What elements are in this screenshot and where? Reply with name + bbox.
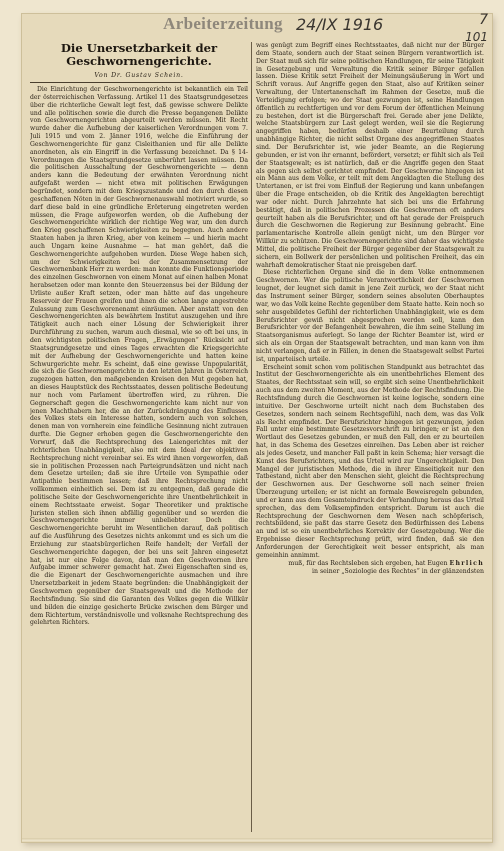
- right-paragraph-3: Erscheint somit schon vom politischen Standpunkt aus betrachtet das Institut der Geschwornengerichte als ein unentbehrliches Element des Staates, der Rechtsstaat sein will, so ergibt sich seine Unentbehrlichkeit auch aus dem zweiten Moment, aus der Methode der Rechtsfindung. Die Rechtsfindung durch die Geschwornen ist keine logische, sondern eine intuitive. Der Geschworne urteilt nicht nach dem Buchstaben des Gesetzes, sondern nach seinem Rechtsgefühl, nach dem, was das Volk als Recht empfindet. Der Berufsrichter hingegen ist gezwungen, jeden Fall unter eine bestimmte Gesetzesvorschrift zu bringen; er ist an den Wortlaut des Gesetzes gebunden, er muß den Fall, den er zu beurteilen hat, in das Schema des Gesetzes einreihen. Das Leben aber ist reicher als jedes Gesetz, und mancher Fall paßt in kein Schema; hier versagt die Kunst des Berufsrichters, und das Urteil wird zur Ungerechtigkeit. Den Mangel der juristischen Methode, die in ihrer Einseitigkeit nur den Tatbestand, nicht aber den Menschen sieht, gleicht die Rechtsprechung der Geschwornen aus. Der Geschworne soll nach seiner freien Überzeugung urteilen; er ist nicht an formale Beweisregeln gebunden, und er kann aus dem Gesamteindruck der Verhandlung heraus das Urteil sprechen, das dem Volksempfinden entspricht. Darum ist auch die Rechtsprechung der Geschwornen dem Wesen nach schöpferisch, rechtsbildend, sie paßt das starre Gesetz den Bedürfnissen des Lebens an und ist so ein unentbehrliches Korrektiv der Gesetzgebung. Wer die Ergebnisse dieser Rechtsprechung prüft, wird finden, daß sie den Anforderungen der Gerechtigkeit weit besser entspricht, als man gemeinhin annimmt.: [256, 363, 484, 559]
- left-paragraph-1: Die Einrichtung der Geschwornengerichte ist bekanntlich ein Teil der österreichischen Verfassung. Artikel 11 des Staatsgrundgesetzes über die richterliche Gewalt legt fest, daß gewisse schwere Delikte und alle politischen sowie die durch die Presse begangenen Delikte von Geschwornengerichten abgeurteilt werden müssen. Mit Recht wurde daher die Aufhebung der kaiserlichen Verordnungen vom 7. Juli 1915 und vom 2. Jänner 1916, welche die Einführung der Geschwornengerichte für ganz Cisleithanien und für alle Delikte anordneten, als ein Eingriff in die Verfassung bezeichnet. Da § 14-Verordnungen die Staatsgrundgesetze unberührt lassen müssen. Da die politischen Ausschaltung der Geschwornengerichte — denn anders kann die Bedeutung der erwähnten Verordnung nicht aufgefaßt werden — nicht etwa mit politischen Erwägungen begründet, sondern mit dem Kriegszustande und den durch diesen geschaffenen Nöten in der Geschwornenauswahl motiviert wurde, so darf diese bald in eine gründliche Erörterung eingetreten werden müssen, die Frage aufgeworfen werden, ob die Aufhebung der Geschwornengerichte wirklich der richtige Weg war, um den durch den Krieg geschaffenen Schwierigkeiten zu begegnen. Auch andere Staaten haben ja ihren Krieg, aber von keinem — und hierin macht auch Ungarn keine Ausnahme — hat man gehört, daß die Geschwornengerichte aufgehoben wurden. Diese Wege haben sich, um der Schwierigkeiten bei der Zusammensetzung der Geschwornenbank Herr zu werden: man konnte die Funktionsperiode des einzelnen Geschwornen von einem Monat auf einen halben Monat herabsetzen oder man konnte den Steuerzensus bei der Bildung der Urliste außer Kraft setzen, oder man hätte auf das ungeheure Reservoir der Frauen greifen und ihnen die schon lange angestrebte Zulassung zum Geschworenenamt einräumen. Aber anstatt von den Geschwornengerichten als bewährtem Institut auszugehen und ihre Tätigkeit auch nach einer Lösung der Schwierigkeit ihrer Durchführung zu suchen, warum auch diesmal, wie so oft bei uns, in den wichtigsten politischen Fragen, „Erwägungen“ Rücksicht auf Staatsgrundgesetze und eines Tages erwachten die Kriegsgerichte mit der Aufhebung der Geschwornengerichte und hatten keine Schwurgerichte mehr. Es scheint, daß eine gewisse Unpopularität, die sich die Geschwornengerichte in den letzten Jahren in Österreich zugezogen hatten, den maßgebenden Kreisen den Mut gegeben hat, an dieses Hauptstück des Rechtsstaates, dessen politische Bedeutung nur noch vom Parlament übertroffen wird, zu rühren. Die Gegnerschaft gegen die Geschwornengerichte kam nicht nur von jenen Machthabern her, die an der Zurückdrängung des Einflusses des Volkes stets ein Interesse hatten, sondern auch von solchen, denen man von vornherein eine feindliche Gesinnung nicht zutrauen durfte. Die Gegner erhoben gegen die Geschwornengerichte den Vorwurf, daß die Rechtsprechung des Laiengerichtes mit der richterlichen Unabhängigkeit, also mit dem Ideal der objektiven Rechtsprechung nicht vereinbar sei. Es wird ihnen vorgeworfen, daß sie in politischen Prozessen nach Parteigrundsätzen und nicht nach dem Gesetze urteilen; daß sie ihre Urteile von Sympathie oder Antipathie bestimmen lassen; daß ihre Rechtsprechung nicht vollkommen einheitlich sei. Dem ist zu entgegnen, daß gerade die politische Seite der Geschwornengerichte ihre Unentbehrlichkeit in einem Rechtsstaate erweist. Sogar Theoretiker und praktische Juristen stellen sich ihnen abfällig gegenüber und so werden die Geschwornengerichte immer unbeliebter. Doch die Geschwornengerichte beruht im Wesentlichen darauf, daß politisch auf die Ausführung des Gesetzes nichts ankommt und es sich um die Erziehung zur staatsbürgerlichen Reife handelt; der Verfall der Geschwornengerichte dagegen, der bei uns seit Jahren eingesetzt hat, ist nur eine Folge davon, daß man den Geschwornen ihre Aufgabe immer schwerer gemacht hat. Zwei Eigenschaften sind es, die die Eigenart der Geschwornengerichte ausmachen und ihre Unersetzbarkeit in jedem Staate begründen: die Unabhängigkeit der Geschwornen gegenüber der Staatsgewalt und die Methode der Rechtsfindung. Sie sind die Garanten des Volkes gegen die Willkür und bilden die einzige gesicherte Brücke zwischen dem Bürger und dem Richtertum, verständnisvolle und volksnahe Rechtsprechung des gelehrten Richters.: [30, 86, 248, 627]
- newspaper-stamp: [152, 12, 294, 36]
- archive-number-bottom: 101: [465, 30, 488, 44]
- handwritten-date: 24/IX 1916: [296, 15, 384, 34]
- closing-line-1: muß, für das Rechtsleben sich ergeben, hat Eugen: [288, 559, 448, 567]
- archive-number-top: 7: [479, 12, 488, 28]
- newspaper-name: Arbeiterzeitung: [163, 14, 283, 33]
- archive-number: [440, 12, 488, 44]
- headline-rule: [30, 82, 248, 83]
- article-author: Von Dr. Gustav Schein.: [94, 72, 184, 79]
- right-paragraph-1: was genügt zum Begriff eines Rechtsstaates, daß nicht nur der Bürger dem Staate, sondern auch der Staat seinen Bürgern verantwortlich ist. Der Staat muß sich für seine politischen Handlungen, für seine Tätigkeit in Gesetzgebung und Verwaltung die Kritik seiner Bürger gefallen lassen. Diese Kritik setzt Freiheit der Meinungsäußerung in Wort und Schrift voraus. Auf Angriffe gegen den Staat, also auf Kritiken seiner Verwaltung, der Untertanenschaft im Rahmen der Gesetze, muß die Verteidigung erfolgen; wo der Staat gezwungen ist, seine Handlungen öffentlich zu rechtfertigen und vor dem Forum der öffentlichen Meinung zu bestehen, dort ist die Bürgerschaft frei. Gerade aber jene Delikte, welche Staatsbürgern zur Last gelegt werden, weil sie die Regierung angegriffen haben, bedürfen deshalb einer Beurteilung durch unabhängige Richter, die nicht selbst Organe des angegriffenen Staates sind. Der Berufsrichter ist, wie jeder Beamte, an die Regierung gebunden, er ist von ihr ernannt, befördert, versetzt; er fühlt sich als Teil der Staatsgewalt; es ist natürlich, daß er die Angriffe gegen den Staat als gegen sich selbst gerichtet empfindet. Der Geschworne hingegen ist ein Mann aus dem Volke, er teilt mit dem Angeklagten die Stellung des Untertanen, er ist frei vom Einfluß der Regierung und kann unbefangen über die Frage entscheiden, ob die Kritik des Angeklagten berechtigt war oder nicht. Durch Jahrzehnte hat sich bei uns die Erfahrung bestätigt, daß in politischen Prozessen die Geschwornen oft anders geurteilt haben als die Berufsrichter, und oft hat gerade der Freispruch durch die Geschwornen die Regierung zur Besinnung gebracht. Eine parlamentarische Kontrolle allein genügt nicht, um den Bürger vor Willkür zu schützen. Die Geschwornengerichte sind daher das wichtigste Mittel, die politische Freiheit der Bürger gegenüber der Staatsgewalt zu sichern, ein Bollwerk der persönlichen und politischen Freiheit, das ein wahrhaft demokratischer Staat nie preisgeben darf.: [256, 42, 484, 269]
- cited-author-name: Ehrlich: [449, 559, 484, 567]
- right-paragraph-2: Diese richterlichen Organe sind die in dem Volke entnommenen Geschwornen. Wer die politische Verantwortlichkeit der Geschwornen leugnet, der leugnet sich damit in jene Zeit zurück, wo der Staat nicht das Instrument seiner Bürger, sondern seines absoluten Oberhauptes war, wo das Volk keine Rechte gegenüber dem Staate hatte. Kein noch so sehr ausgebildetes Gefühl der richterlichen Unabhängigkeit, wie es dem Berufsrichter gewiß nicht abgesprochen werden soll, kann den Berufsrichter vor der Befangenheit bewahren, die ihm seine Stellung im Staatsorganismus auferlegt. So lange der Richter Beamter ist, wird er sich als ein Organ der Staatsgewalt betrachten, und man kann von ihm nicht verlangen, daß er in Fällen, in denen die Staatsgewalt selbst Partei ist, unparteiisch urteile.: [256, 269, 484, 363]
- closing-lines: [256, 560, 484, 576]
- closing-line-2: in seiner „Soziologie des Rechtes“ in der glänzendsten: [312, 567, 484, 575]
- article-headline: Die Unersetzbarkeit der Geschwornengerichte.: [60, 42, 218, 68]
- left-column: [30, 42, 248, 835]
- paper-bottom-edge: [22, 838, 492, 841]
- right-column: [256, 42, 484, 835]
- column-divider: [251, 42, 252, 832]
